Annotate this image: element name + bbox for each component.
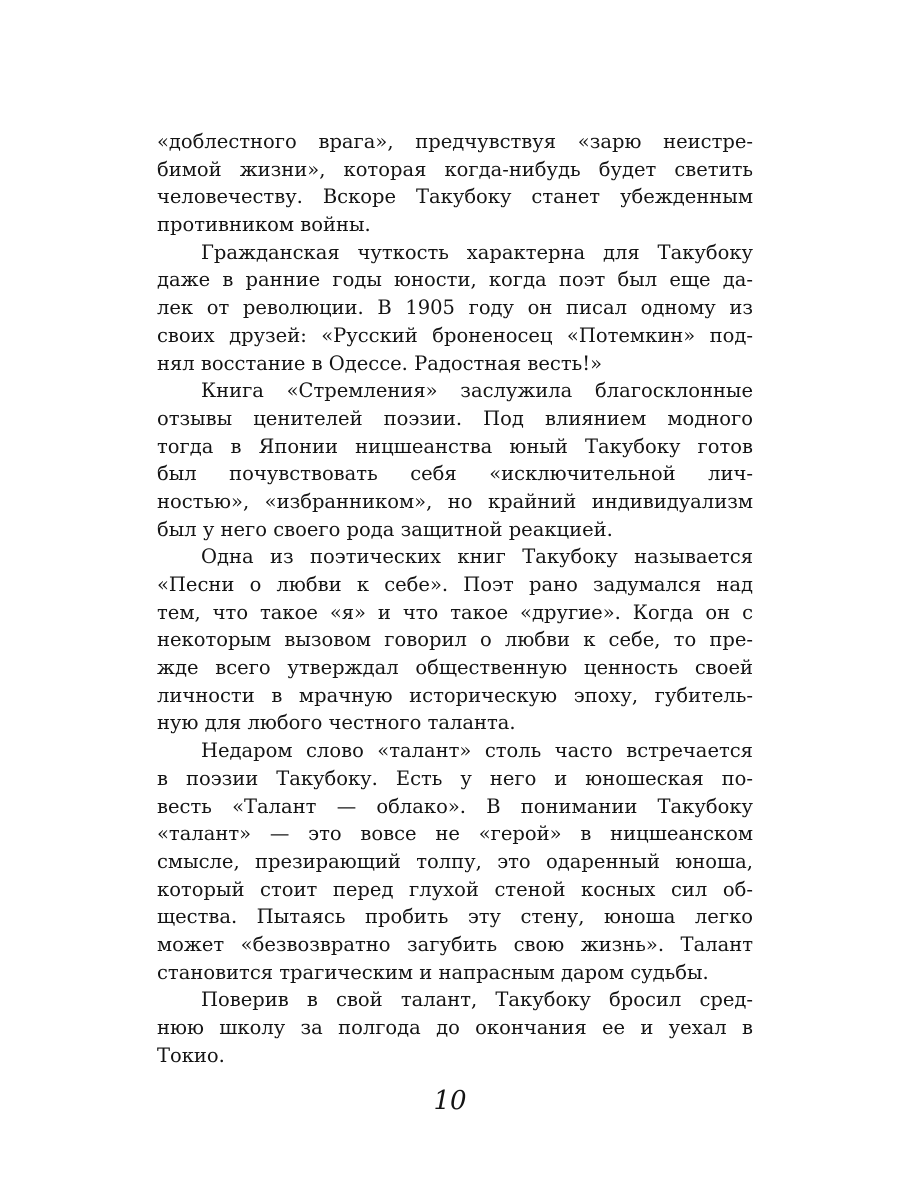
page-number: 10: [433, 1086, 467, 1116]
text-line: своих друзей: «Русский броненосец «Потемкин» под-: [157, 323, 753, 347]
text-line: нял восстание в Одессе. Радостная весть!»: [157, 351, 603, 375]
text-line: в поэзии Такубоку. Есть у него и юношеская по-: [157, 766, 753, 790]
text-line: Токио.: [157, 1043, 225, 1067]
paragraph-first-line: Одна из поэтических книг Такубоку называется: [201, 545, 753, 569]
paragraph-first-line: Недаром слово «талант» столь часто встречается: [201, 739, 753, 763]
text-line: ную для любого честного таланта.: [157, 711, 516, 735]
text-line: противником войны.: [157, 213, 371, 237]
text-line: «доблестного врага», предчувствуя «зарю неистре-: [157, 130, 753, 153]
text-line: «Песни о любви к себе». Поэт рано задумался над: [157, 573, 753, 596]
text-line: тогда в Японии ницшеанства юный Такубоку готов: [157, 434, 753, 458]
text-line: некоторым вызовом говорил о любви к себе, то пре-: [157, 628, 753, 652]
text-line: ностью», «избранником», но крайний индивидуализм: [157, 489, 753, 513]
text-line: отзывы ценителей поэзии. Под влиянием модного: [157, 406, 753, 430]
text-line: нюю школу за полгода до окончания ее и уехал в: [157, 1016, 753, 1039]
text-line: тем, что такое «я» и что такое «другие». Когда он с: [157, 600, 753, 624]
paragraph-first-line: Гражданская чуткость характерна для Такубоку: [201, 240, 753, 264]
text-line: может «безвозвратно загубить свою жизнь». Талант: [157, 932, 753, 956]
text-line: личности в мрачную историческую эпоху, губитель-: [157, 683, 753, 707]
text-line: смысле, презирающий толпу, это одаренный юноша,: [157, 849, 753, 873]
paragraph-first-line: Поверив в свой талант, Такубоку бросил сред-: [201, 988, 753, 1012]
text-line: человечеству. Вскоре Такубоку станет убежденным: [157, 185, 753, 209]
text-line: жде всего утверждал общественную ценность своей: [157, 656, 753, 680]
text-line: даже в ранние годы юности, когда поэт был еще да-: [157, 268, 753, 292]
text-line: бимой жизни», которая когда-нибудь будет светить: [157, 157, 753, 181]
text-line: который стоит перед глухой стеной косных сил об-: [157, 877, 753, 901]
text-line: лек от революции. В 1905 году он писал одному из: [157, 296, 753, 320]
text-line: весть «Талант — облако». В понимании Такубоку: [157, 794, 753, 818]
text-line: «талант» — это вовсе не «герой» в ницшеанском: [157, 822, 753, 846]
text-line: щества. Пытаясь пробить эту стену, юноша легко: [157, 905, 753, 929]
text-line: был почувствовать себя «исключительной лич-: [157, 462, 753, 486]
body-text: [157, 128, 753, 1069]
text-line: становится трагическим и напрасным даром судьбы.: [157, 960, 709, 984]
paragraph-first-line: Книга «Стремления» заслужила благосклонные: [201, 379, 753, 403]
text-line: был у него своего рода защитной реакцией.: [157, 517, 613, 541]
